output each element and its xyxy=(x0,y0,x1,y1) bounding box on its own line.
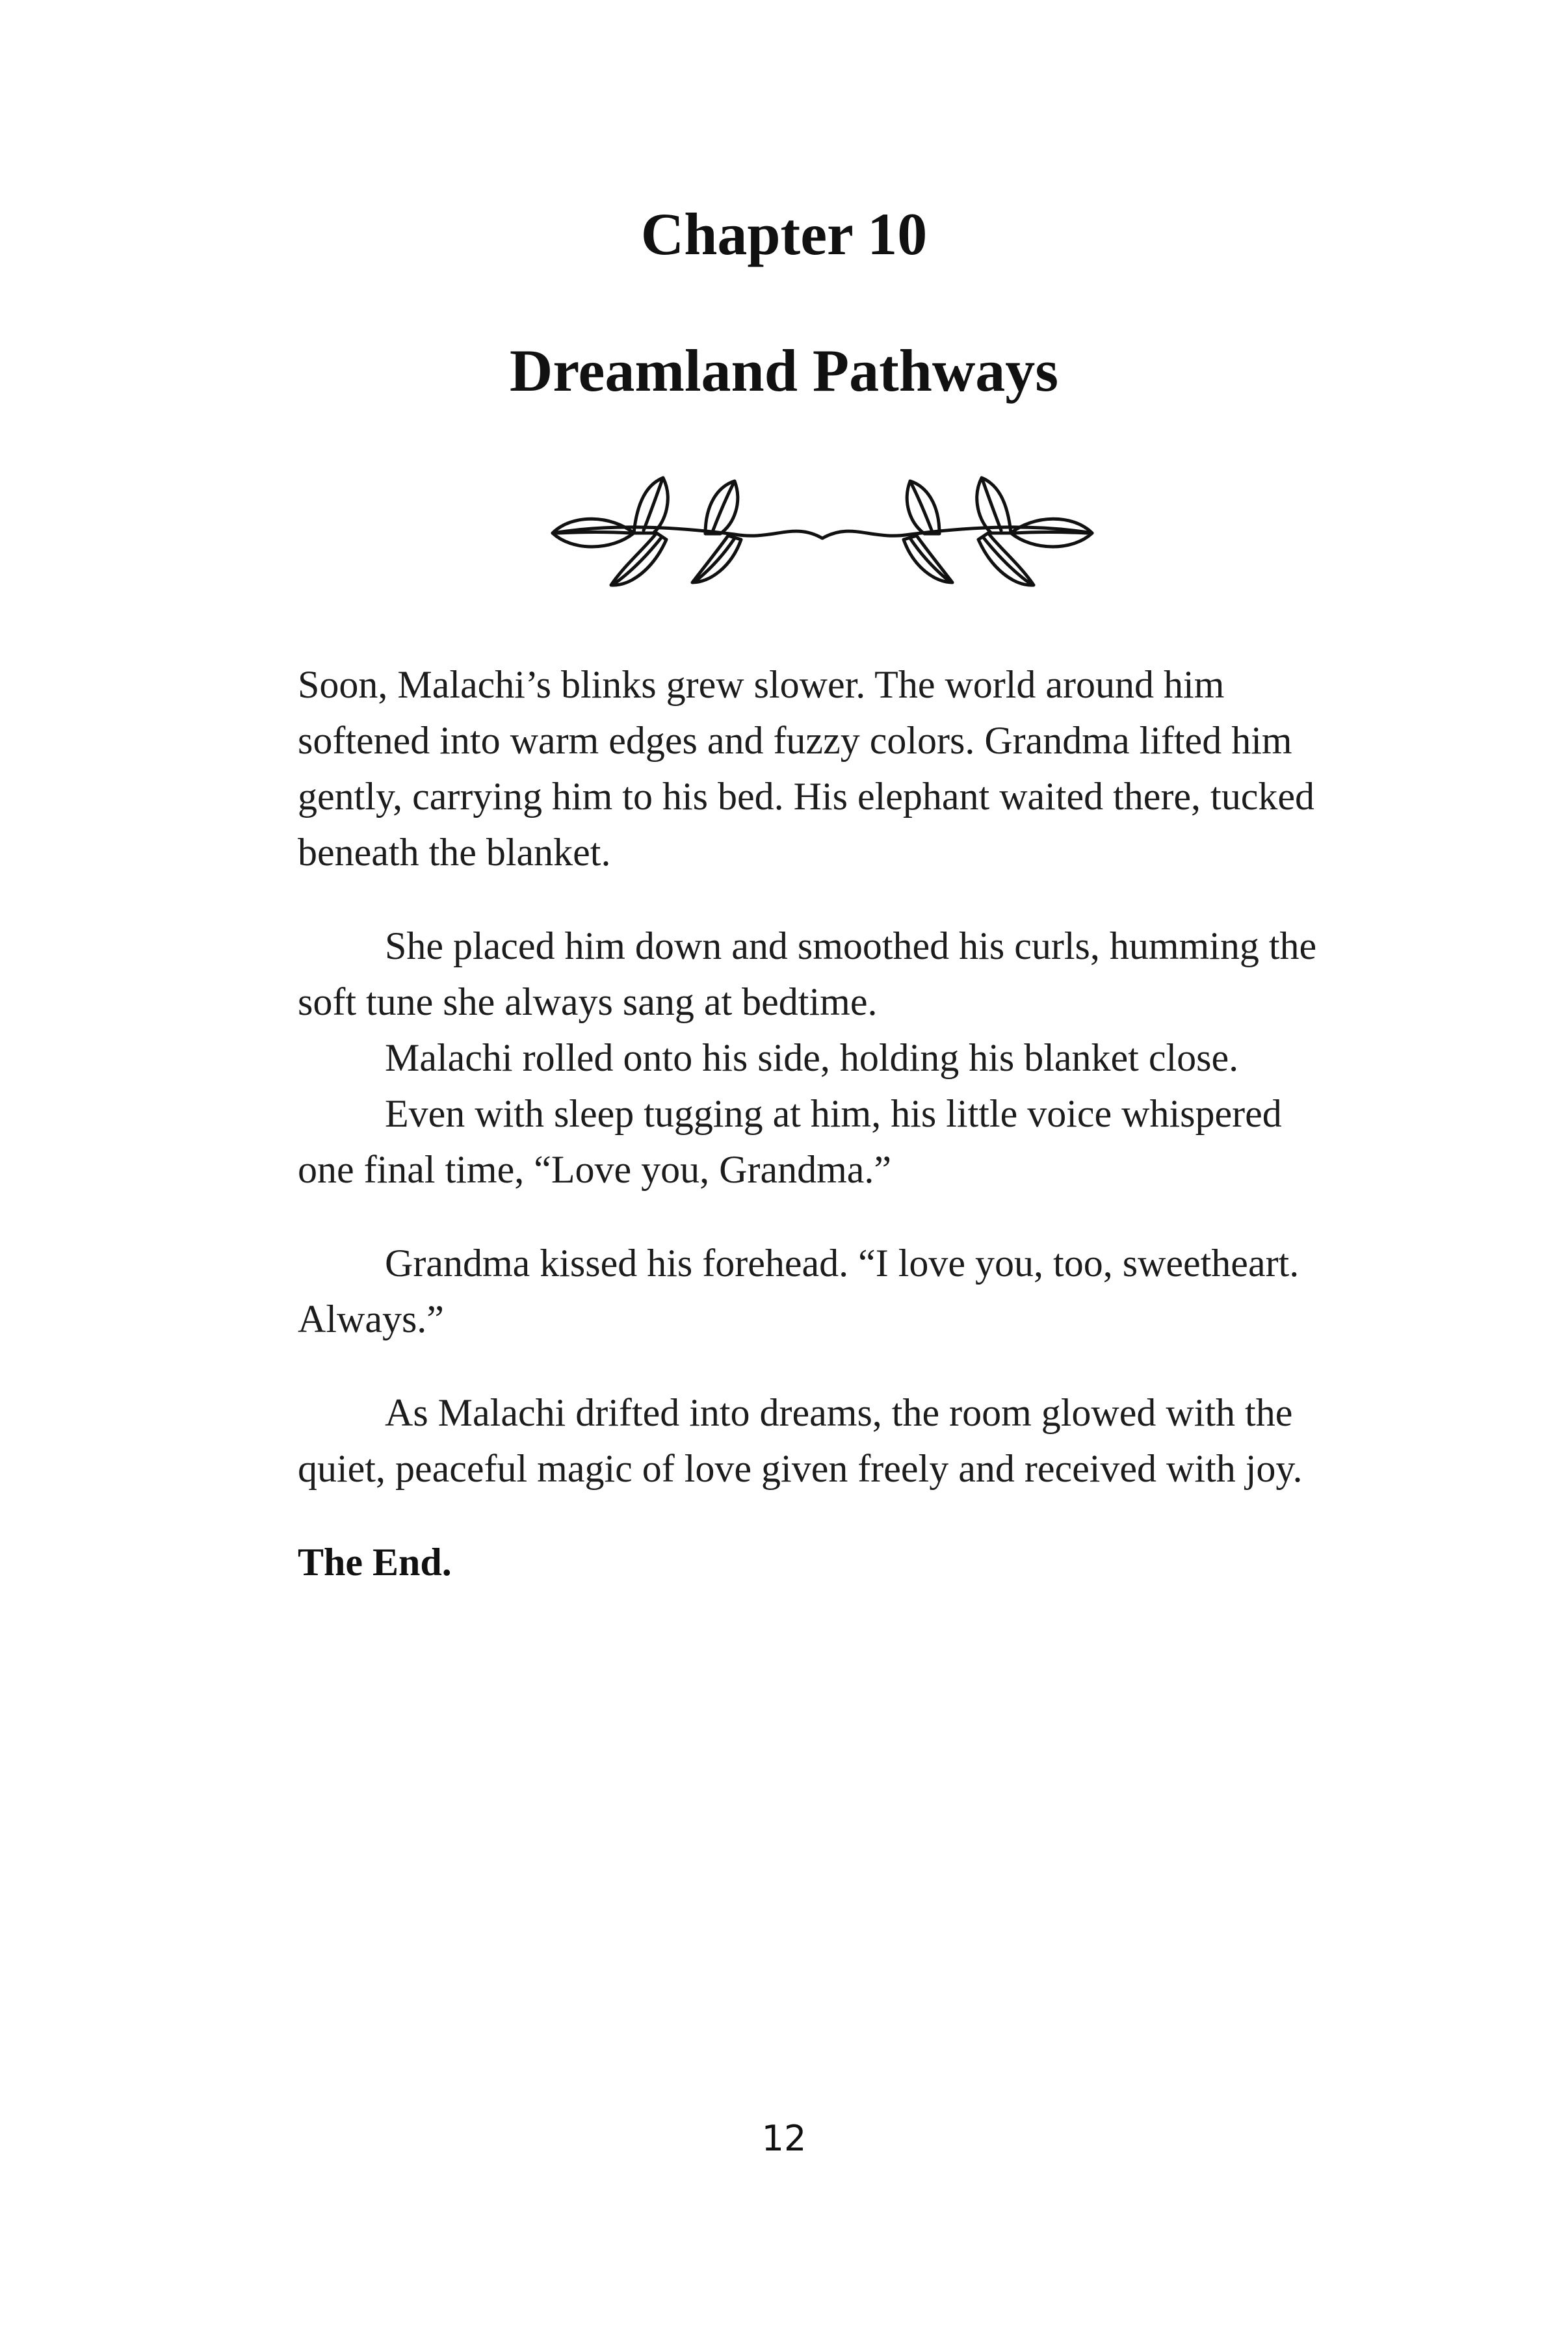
paragraph-humming: She placed him down and smoothed his curls, humming the soft tune she always sang at bedtime. xyxy=(298,924,1317,1023)
page-number: 12 xyxy=(761,2118,807,2159)
chapter-title: Dreamland Pathways xyxy=(509,337,1059,404)
the-end-label: The End. xyxy=(298,1541,452,1584)
chapter-number: Chapter 10 xyxy=(640,201,928,267)
paragraph-whispered: Even with sleep tugging at him, his little voice whispered one final time, “Love you, Grandma.” xyxy=(298,1092,1282,1191)
story-text xyxy=(298,657,1338,1590)
leaf-vine-ornament-icon xyxy=(540,468,1105,598)
paragraph-rolled: Malachi rolled onto his side, holding his blanket close. xyxy=(385,1036,1239,1079)
paragraph-dreams: As Malachi drifted into dreams, the room glowed with the quiet, peaceful magic of love given freely and received with joy. xyxy=(298,1391,1303,1490)
paragraph-opening: Soon, Malachi’s blinks grew slower. The world around him softened into warm edges and fuzzy colors. Grandma lifted him gently, carrying him to his bed. His elephant waited there, tucked beneath the blanket. xyxy=(298,663,1314,874)
paragraph-forehead-kiss: Grandma kissed his forehead. “I love you, too, sweetheart. Always.” xyxy=(298,1242,1300,1340)
